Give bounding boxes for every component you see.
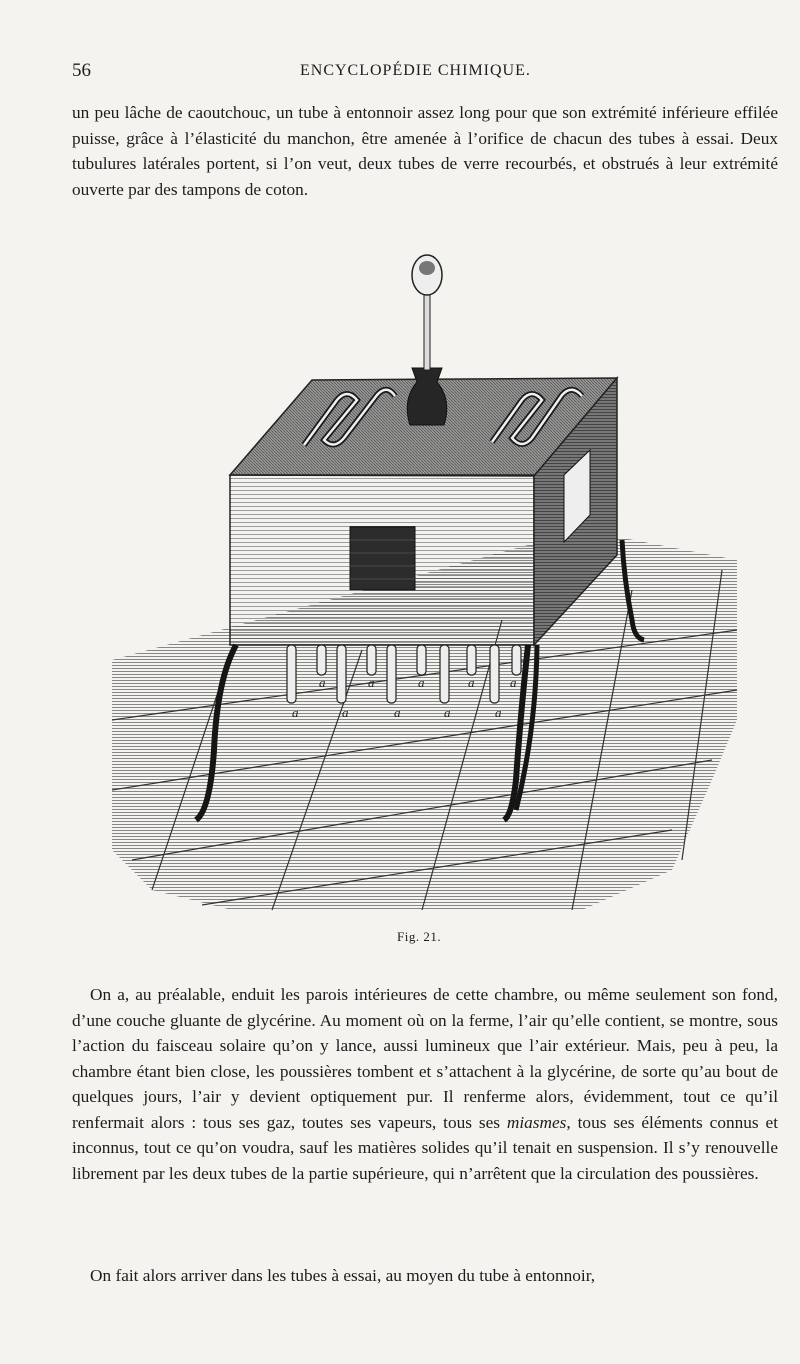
figure-caption: Fig. 21.	[397, 929, 442, 944]
tube-label: a	[292, 705, 299, 720]
front-window	[350, 527, 415, 590]
tube-label: a	[368, 675, 375, 690]
paragraph-2-part-1: On a, au préalable, enduit les parois intérieures de cette chambre, ou même seulement son fond, d’une couche gluante de glycérine. Au moment où on la ferme, l’air qu’elle contient, se montre, sous l’action du faisceau solaire qu’on y lance, aussi lumineux que l’air extérieur. Mais, peu à peu, la chambre étant bien close, les poussières tombent et s’attachent à la glycérine, de sorte qu’au bout de quelques jours, l’air y devient optiquement pur. Il renferme alors, évidemment, tout ce qu’il renfermait alors : tous ses gaz, toutes ses vapeurs, tous ses	[72, 985, 778, 1132]
paragraph-3-text: On fait alors arriver dans les tubes à essai, au moyen du tube à entonnoir,	[90, 1266, 596, 1285]
running-head: ENCYCLOPÉDIE CHIMIQUE.	[300, 62, 531, 79]
paragraph-2-part-2: , tous ses éléments connus et inconnus, tout ce qu’on voudra, sauf les matières solides qu’il tenait en suspension. Il s’y renouvelle librement par les deux tubes de la partie supérieure, qui n’arrêtent que la circulation des poussières.	[72, 1112, 779, 1183]
figure-21-illustration	[112, 250, 742, 915]
funnel-tube	[407, 255, 447, 425]
tube-label: a	[444, 705, 451, 720]
paragraph-2-emphasis: miasmes	[506, 1112, 567, 1132]
tube-label: a	[418, 675, 425, 690]
paragraph-3	[72, 1263, 778, 1289]
paragraph-2	[72, 982, 778, 1186]
tube-label: a	[495, 705, 502, 720]
paragraph-1-text: un peu lâche de caoutchouc, un tube à entonnoir assez long pour que son extrémité inférieure effilée puisse, grâce à l’élasticité du manchon, être amenée à l’orifice de chacun des tubes à essai. Deux tubulures latérales portent, si l’on veut, deux tubes de verre recourbés, et obstrués à leur extrémité ouverte par des tampons de coton.	[72, 103, 778, 199]
page-number: 56	[72, 60, 91, 81]
paragraph-2-text	[72, 982, 778, 1186]
paragraph-1	[72, 100, 778, 202]
tube-label: a	[319, 675, 326, 690]
tube-label: a	[394, 705, 401, 720]
tube-label: a	[342, 705, 349, 720]
tube-label: a	[468, 675, 475, 690]
tube-label: a	[510, 675, 517, 690]
